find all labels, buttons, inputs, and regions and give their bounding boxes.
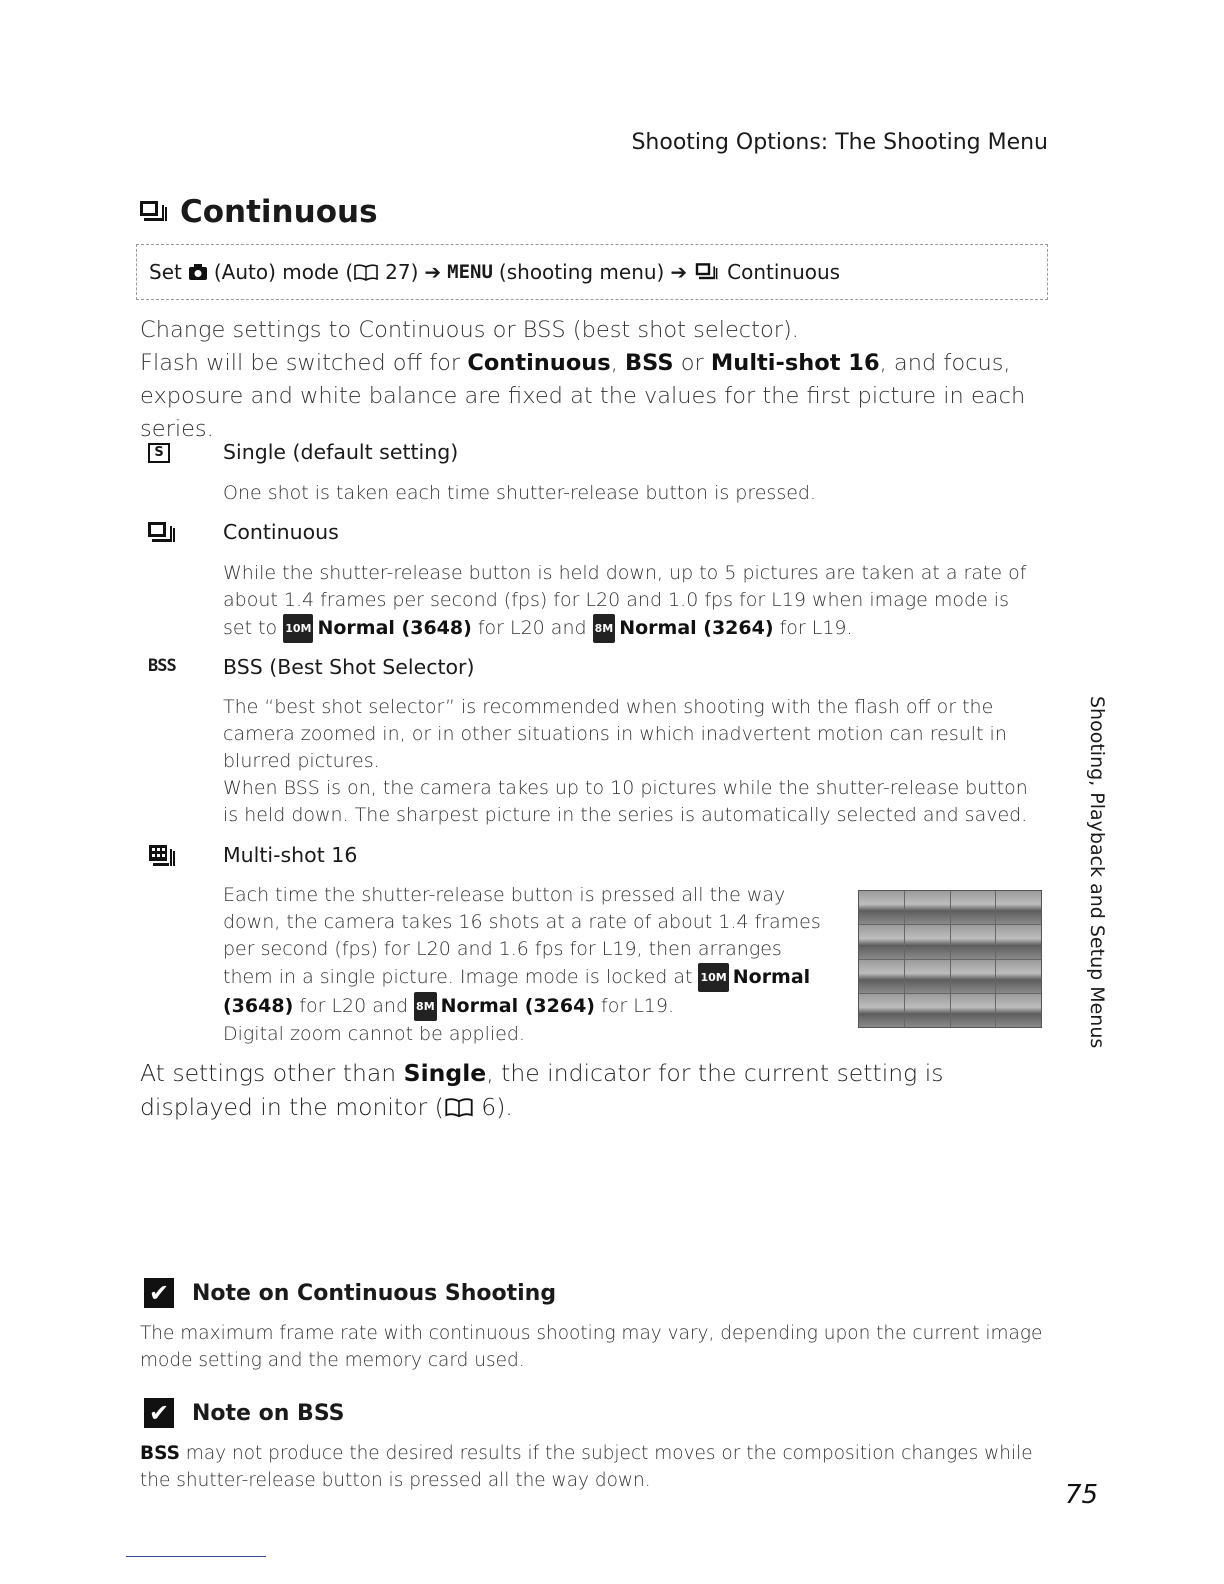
note-continuous-title: ✔ Note on Continuous Shooting <box>144 1278 556 1308</box>
arrow-icon: ➔ <box>424 260 442 284</box>
check-icon-2: ✔ <box>144 1398 174 1428</box>
note-continuous-text: The maximum frame rate with continuous shooting may vary, depending upon the current image mode setting and the memory card used. <box>140 1323 1043 1371</box>
option-multishot-title: Multi-shot 16 <box>223 843 358 867</box>
menu-path-box <box>136 244 1048 300</box>
path-set: Set <box>149 260 182 284</box>
running-header: Shooting Options: The Shooting Menu <box>631 130 1048 155</box>
arrow-icon-2: ➔ <box>670 260 688 284</box>
intro-line-1: Change settings to Continuous or BSS (best shot selector). <box>140 317 799 343</box>
page-title <box>140 194 378 230</box>
image-size-10m-icon-2: 10M <box>698 963 728 992</box>
multishot-icon <box>148 844 176 872</box>
continuous-option-icon <box>148 522 176 548</box>
page-number: 75 <box>1064 1480 1098 1510</box>
option-continuous-desc: While the shutter-release button is held down, up to 5 pictures are taken at a rate of about 1.4 frames per second (fps) for L20 and 1.0 fps for L19 when image mode is set to 10M Normal (3648) for L20 and 8M Normal (3264) for L19. <box>223 560 1038 643</box>
book-icon-2 <box>444 1096 474 1118</box>
option-bss-desc: The “best shot selector” is recommended when shooting with the flash off or the camera zoomed in, or in other situations in which inadvertent motion can result in blurred pictures. When BSS is on, the camera takes up to 10 pictures while the shutter-release button is held down. The sharpest picture in the series is automatically selected and saved. <box>223 696 1028 826</box>
option-multishot-desc: Each time the shutter-release button is pressed all the way down, the camera takes 16 shots at a rate of about 1.4 frames per second (fps) for L20 and 1.6 fps for L19, then arranges them in a single picture. Image mode is locked at 10M Normal (3648) for L20 and 8M Normal (3264) for L19. Digital zoom cannot be applied. <box>223 884 821 1045</box>
book-icon <box>353 263 379 281</box>
path-target: Continuous <box>727 260 841 284</box>
menu-button-label: MENU <box>447 261 493 283</box>
image-size-10m-icon: 10M <box>283 614 313 643</box>
page-title-text: Continuous <box>180 194 378 230</box>
option-single-desc: One shot is taken each time shutter-release button is pressed. <box>223 482 817 504</box>
note-bss-title: ✔ Note on BSS <box>144 1398 345 1428</box>
single-icon: S <box>148 441 170 463</box>
footer-rule <box>126 1556 266 1557</box>
path-auto: (Auto) mode ( <box>213 260 354 284</box>
note-bss-text: BSS may not produce the desired results if the subject moves or the composition changes while the shutter-release button is pressed all the way down. <box>140 1443 1033 1491</box>
multishot-sample-image <box>858 890 1042 1028</box>
continuous-icon-small <box>696 263 718 281</box>
intro-line-2: Flash will be switched off for Continuous, BSS or Multi-shot 16, and focus, exposure and white balance are fixed at the values for the first picture in each series. <box>140 350 1026 442</box>
option-single-title: Single (default setting) <box>223 440 459 464</box>
continuous-icon <box>140 201 168 223</box>
path-ref: 27) <box>385 260 419 284</box>
image-size-8m-icon-2: 8M <box>414 992 437 1021</box>
bss-icon: BSS <box>148 656 176 676</box>
camera-icon <box>188 263 208 281</box>
option-bss-title: BSS (Best Shot Selector) <box>223 655 475 679</box>
section-side-tab: Shooting, Playback and Setup Menus <box>1086 696 1108 1049</box>
path-menu-tail: (shooting menu) <box>498 260 665 284</box>
after-note: At settings other than Single, the indicator for the current setting is displayed in the monitor ( 6). <box>140 1059 944 1121</box>
option-continuous-title: Continuous <box>223 520 339 544</box>
intro-text <box>140 314 1040 446</box>
image-size-8m-icon: 8M <box>593 614 616 643</box>
check-icon: ✔ <box>144 1278 174 1308</box>
